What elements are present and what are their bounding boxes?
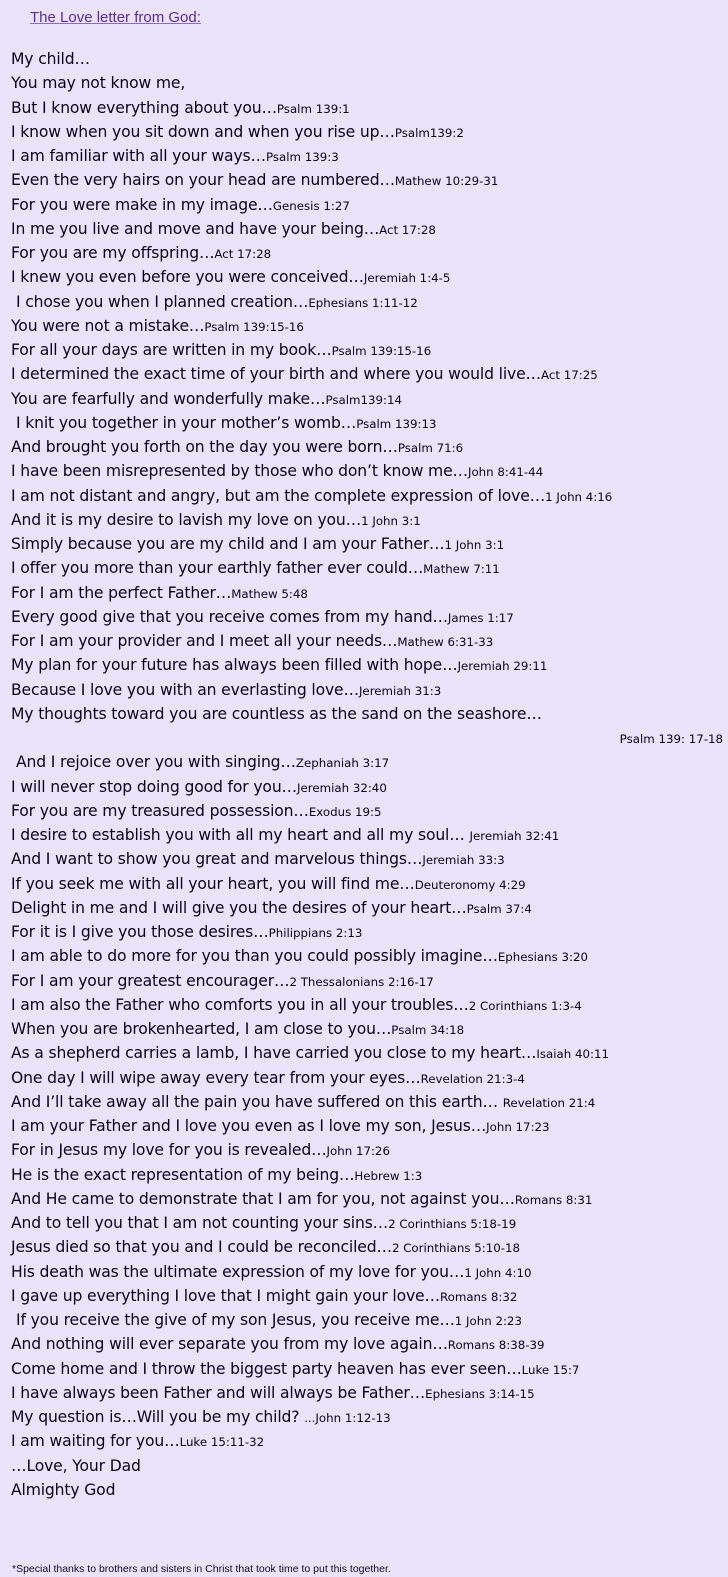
letter-line	[11, 71, 725, 95]
scripture-reference: John 17:26	[326, 1144, 390, 1159]
line-text: For you are my treasured possession…	[11, 801, 309, 820]
line-text: His death was the ultimate expression of my love for you…	[11, 1262, 465, 1281]
scripture-reference: Hebrew 1:3	[354, 1168, 423, 1183]
letter-line	[11, 775, 725, 799]
line-text: Because I love you with an everlasting love…	[11, 680, 359, 699]
line-text: In me you live and move and have your being…	[11, 219, 380, 238]
scripture-reference: Jeremiah 33:3	[422, 853, 505, 868]
scripture-reference: Psalm 139:3	[265, 150, 339, 164]
letter-line	[11, 217, 725, 241]
line-text: I have always been Father and will always be Father…	[11, 1383, 426, 1402]
scripture-reference: Luke 15:7	[521, 1362, 580, 1377]
letter-line	[11, 362, 725, 386]
line-text: Almighty God	[11, 1480, 116, 1499]
letter-line	[11, 1090, 725, 1114]
letter-line	[11, 484, 725, 508]
letter-line	[11, 653, 725, 677]
line-text: And it is my desire to lavish my love on you…	[11, 510, 362, 529]
line-text: And nothing will ever separate you from my love again…	[11, 1335, 448, 1354]
scripture-reference: 2 Thessalonians 2:16-17	[289, 974, 434, 989]
letter-line	[11, 556, 725, 580]
scripture-reference: Psalm 139:13	[356, 416, 437, 431]
letter-line	[11, 96, 725, 120]
line-text: I am your Father and I love you even as I love my son, Jesus…	[11, 1117, 487, 1135]
line-text: I knew you even before you were conceived…	[11, 268, 364, 287]
line-text: I determined the exact time of your birth and where you would live…	[11, 365, 541, 384]
scripture-reference: Psalm139:14	[325, 392, 403, 407]
scripture-reference: Psalm 34:18	[391, 1023, 465, 1037]
line-text: My question is…Will you be my child?	[11, 1408, 305, 1426]
scripture-reference: 1 John 3:1	[444, 538, 505, 552]
line-text: I am familiar with all your ways…	[11, 147, 266, 165]
scripture-reference: Exodus 19:5	[308, 804, 382, 819]
letter-line	[11, 120, 725, 144]
line-text: I have been misrepresented by those who don’t know me…	[11, 462, 468, 481]
letter-line	[11, 338, 725, 362]
scripture-reference: Jeremiah 32:41	[469, 829, 560, 843]
scripture-reference: Act 17:28	[379, 222, 436, 237]
letter-line	[11, 435, 725, 459]
footnote: *Special thanks to brothers and sisters in Christ that took time to put this together.	[12, 1563, 391, 1575]
letter-line	[11, 605, 725, 629]
letter-line	[11, 290, 725, 314]
scripture-reference: Philippians 2:13	[268, 926, 363, 940]
scripture-reference: Act 17:25	[540, 368, 598, 383]
line-text: For I am your greatest encourager…	[11, 971, 290, 990]
letter-line	[11, 1235, 725, 1259]
scripture-reference: James 1:17	[447, 610, 514, 625]
letter-line	[11, 944, 725, 968]
line-text: I am not distant and angry, but am the complete expression of love…	[11, 486, 546, 505]
scripture-reference: Psalm 139:15-16	[204, 319, 304, 334]
line-text: I gave up everything I love that I might gain your love…	[11, 1286, 440, 1305]
line-text: My thoughts toward you are countless as the sand on the seashore…	[11, 704, 542, 723]
line-text: My child…	[11, 50, 90, 68]
scripture-reference: Psalm 139: 17-18	[619, 732, 723, 746]
line-text: I am waiting for you…	[11, 1432, 180, 1451]
scripture-reference: Romans 8:31	[514, 1192, 593, 1207]
line-text: I desire to establish you with all my heart and all my soul…	[11, 826, 470, 844]
line-text: He is the exact representation of my being…	[11, 1165, 355, 1184]
letter-line	[11, 314, 725, 338]
letter-line	[11, 750, 725, 774]
letter-line	[11, 387, 725, 411]
line-text: For it is I give you those desires…	[11, 923, 269, 941]
scripture-reference: 1 John 3:1	[361, 513, 421, 528]
letter-line	[11, 1211, 725, 1235]
scripture-reference: Isaiah 40:11	[536, 1047, 609, 1062]
line-text: I knit you together in your mother’s womb…	[16, 413, 357, 432]
scripture-reference: Deuteronomy 4:29	[414, 877, 526, 892]
scripture-reference: Genesis 1:27	[272, 198, 350, 213]
line-text: As a shepherd carries a lamb, I have carried you close to my heart…	[11, 1044, 537, 1063]
line-text: I chose you when I planned creation…	[16, 292, 309, 311]
line-text: And He came to demonstrate that I am for you, not against you…	[11, 1189, 515, 1208]
scripture-reference: John 17:23	[486, 1120, 550, 1134]
scripture-reference: 2 Corinthians 5:10-18	[391, 1241, 520, 1256]
letter-line	[11, 1357, 725, 1381]
scripture-reference: Jeremiah 32:40	[297, 780, 387, 795]
line-text: Every good give that you receive comes from my hand…	[11, 607, 448, 626]
letter-line	[11, 1308, 725, 1332]
letter-line	[11, 823, 725, 847]
letter-line	[11, 872, 725, 896]
letter-line	[11, 1405, 725, 1429]
line-text: For I am the perfect Father…	[11, 583, 232, 602]
letter-line	[11, 629, 725, 653]
letter-line	[11, 726, 725, 750]
line-text: For in Jesus my love for you is revealed…	[11, 1141, 327, 1160]
line-text: Jesus died so that you and I could be reconciled…	[11, 1238, 392, 1257]
letter-line	[11, 168, 725, 192]
scripture-reference: 1 John 4:16	[545, 489, 613, 504]
line-text: If you receive the give of my son Jesus, you receive me…	[16, 1311, 455, 1329]
letter-line	[11, 1381, 725, 1405]
line-text: …Love, Your Dad	[11, 1456, 141, 1475]
line-text: Even the very hairs on your head are numbered…	[11, 171, 395, 190]
line-text: For I am your provider and I meet all your needs…	[11, 632, 398, 650]
scripture-reference: Mathew 5:48	[231, 586, 308, 601]
scripture-reference: Mathew 6:31-33	[397, 635, 494, 649]
scripture-reference: Zephaniah 3:17	[295, 756, 390, 771]
letter-line	[11, 1187, 725, 1211]
line-text: And to tell you that I am not counting your sins…	[11, 1214, 389, 1232]
letter-line	[11, 1017, 725, 1041]
line-text: Come home and I throw the biggest party heaven has ever seen…	[11, 1359, 522, 1378]
letter-line	[11, 1163, 725, 1187]
scripture-reference: Jeremiah 1:4-5	[363, 271, 451, 286]
scripture-reference: Romans 8:38-39	[447, 1338, 545, 1353]
letter-line	[11, 532, 725, 556]
letter-line	[11, 47, 725, 71]
scripture-reference: Ephesians 1:11-12	[308, 295, 418, 310]
line-text: You are fearfully and wonderfully make…	[11, 389, 326, 408]
letter-line	[11, 241, 725, 265]
scripture-reference: Psalm 139:15-16	[331, 344, 432, 358]
scripture-reference: John 8:41-44	[467, 465, 544, 480]
line-text: You were not a mistake…	[11, 316, 205, 335]
line-text: For you were make in my image…	[11, 195, 273, 214]
line-text: For you are my offspring…	[11, 244, 215, 262]
letter-line	[11, 1454, 725, 1478]
letter-line	[11, 508, 725, 532]
scripture-reference: ...John 1:12-13	[304, 1411, 391, 1425]
letter-line	[11, 265, 725, 289]
scripture-reference: 2 Corinthians 1:3-4	[468, 998, 582, 1013]
letter-line	[11, 581, 725, 605]
letter-line	[11, 896, 725, 920]
letter-line	[11, 144, 725, 168]
letter-line	[11, 1260, 725, 1284]
letter-line	[11, 1284, 725, 1308]
scripture-reference: Act 17:28	[214, 247, 272, 261]
scripture-reference: Psalm139:2	[394, 125, 464, 140]
line-text: But I know everything about you…	[11, 98, 277, 117]
letter-line	[11, 920, 725, 944]
scripture-reference: Revelation 21:4	[502, 1095, 596, 1110]
scripture-reference: Ephesians 3:20	[497, 950, 589, 965]
scripture-reference: Mathew 7:11	[423, 562, 500, 577]
line-text: I am also the Father who comforts you in all your troubles…	[11, 995, 469, 1014]
scripture-reference: 2 Corinthians 5:18-19	[388, 1217, 517, 1231]
line-text: Simply because you are my child and I am your Father…	[11, 535, 445, 553]
line-text: If you seek me with all your heart, you will find me…	[11, 874, 415, 893]
scripture-reference: Psalm 37:4	[466, 901, 532, 916]
scripture-reference: Revelation 21:3-4	[420, 1071, 525, 1086]
scripture-reference: Romans 8:32	[439, 1289, 518, 1304]
line-text: One day I will wipe away every tear from your eyes…	[11, 1068, 421, 1087]
scripture-reference: Jeremiah 31:3	[358, 683, 442, 698]
letter-line	[11, 411, 725, 435]
letter-line	[11, 969, 725, 993]
letter-line	[11, 459, 725, 483]
line-text: I am able to do more for you than you could possibly imagine…	[11, 947, 498, 966]
title-container	[30, 6, 201, 28]
letter-line	[11, 1138, 725, 1162]
letter-line	[11, 1332, 725, 1356]
line-text: I know when you sit down and when you rise up…	[11, 122, 395, 141]
line-text: When you are brokenhearted, I am close to you…	[11, 1020, 392, 1038]
letter-line	[11, 993, 725, 1017]
letter-line	[11, 1041, 725, 1065]
line-text: And I want to show you great and marvelous things…	[11, 850, 423, 869]
line-text: I will never stop doing good for you…	[11, 777, 298, 796]
letter-line	[11, 799, 725, 823]
line-text: And I rejoice over you with singing…	[16, 753, 296, 772]
scripture-reference: Mathew 10:29-31	[394, 174, 499, 189]
scripture-reference: Jeremiah 29:11	[457, 659, 548, 674]
scripture-reference: Psalm 139:1	[276, 101, 350, 116]
line-text: Delight in me and I will give you the desires of your heart…	[11, 898, 467, 917]
line-text: And brought you forth on the day you were born…	[11, 438, 398, 456]
scripture-reference: Psalm 71:6	[397, 441, 464, 455]
letter-line	[11, 1478, 725, 1502]
letter-line	[11, 678, 725, 702]
scripture-reference: 1 John 2:23	[454, 1314, 522, 1328]
letter-line	[11, 1066, 725, 1090]
scripture-reference: Luke 15:11-32	[179, 1435, 265, 1450]
letter-line	[11, 193, 725, 217]
letter-line	[11, 1114, 725, 1138]
letter-line	[11, 702, 725, 726]
scripture-reference: Ephesians 3:14-15	[425, 1386, 535, 1401]
line-text: For all your days are written in my book…	[11, 341, 332, 359]
line-text: You may not know me,	[11, 74, 186, 93]
scripture-reference: 1 John 4:10	[464, 1265, 532, 1280]
line-text: And I’ll take away all the pain you have suffered on this earth…	[11, 1092, 503, 1111]
letter-title-link[interactable]: The Love letter from God:	[30, 8, 201, 26]
line-text: I offer you more than your earthly father ever could…	[11, 559, 424, 578]
letter-line	[11, 1429, 725, 1453]
letter-body	[11, 47, 725, 1502]
line-text: My plan for your future has always been filled with hope…	[11, 656, 458, 675]
letter-line	[11, 847, 725, 871]
